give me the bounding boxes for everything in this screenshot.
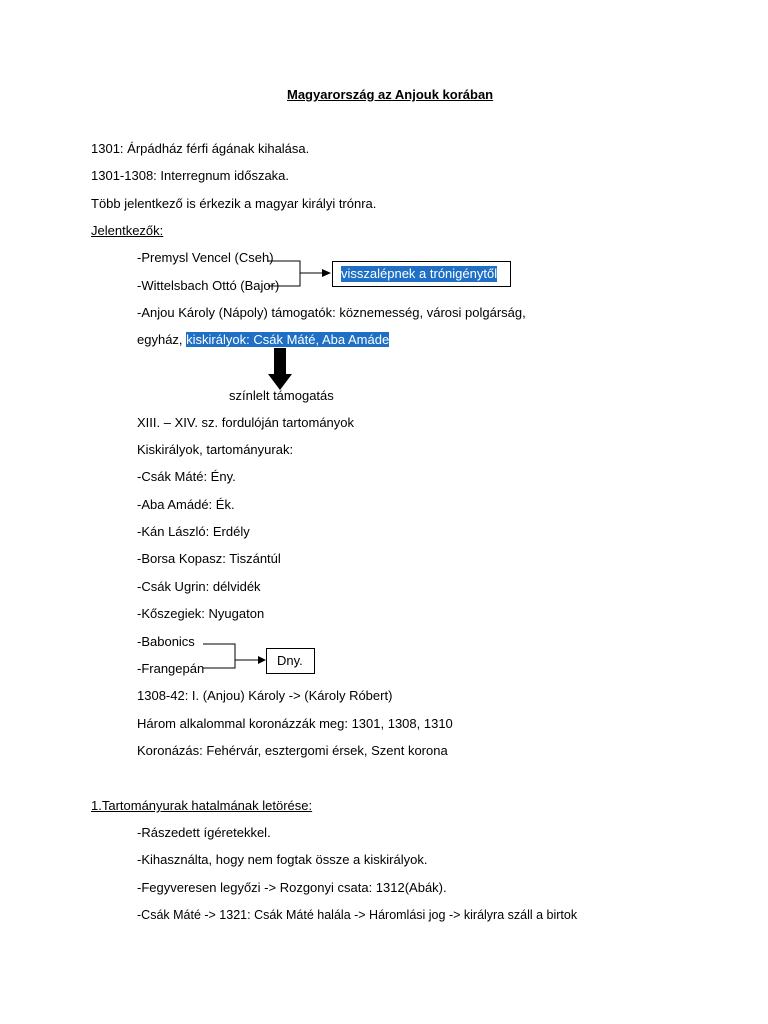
text-line: -Aba Amádé: Ék.: [137, 497, 235, 512]
section-heading: Jelentkezők:: [91, 223, 164, 238]
down-arrow-shaft: [274, 348, 286, 374]
text-line: Több jelentkező is érkezik a magyar királyi trónra.: [91, 196, 377, 211]
text-line: -Csák Ugrin: délvidék: [137, 579, 261, 594]
text-line: XIII. – XIV. sz. fordulóján tartományok: [137, 415, 355, 430]
text-line: -Premysl Vencel (Cseh): [137, 250, 274, 265]
text-line: -Rászedett ígéretekkel.: [137, 825, 271, 840]
bracket-line: [268, 261, 300, 286]
text-line: Kiskirályok, tartományurak:: [137, 442, 294, 457]
renounce-label: visszalépnek a trónigénytől: [341, 266, 498, 281]
page-title: Magyarország az Anjouk korában: [287, 87, 494, 102]
text-line: -Babonics: [137, 634, 195, 649]
text-line: -Frangepán: [137, 661, 205, 676]
text-line: -Fegyveresen legyőzi -> Rozgonyi csata: 1312(Abák).: [137, 880, 447, 895]
text-line: -Wittelsbach Ottó (Bajor): [137, 278, 280, 293]
arrowhead-icon: [258, 656, 266, 664]
dny-box: [266, 648, 315, 674]
highlighted-text: kiskirályok: Csák Máté, Aba Amáde: [186, 332, 390, 347]
text-line: -Kán László: Erdély: [137, 524, 250, 539]
text-line: -Csák Máté: Ény.: [137, 469, 236, 484]
section-heading: 1.Tartományurak hatalmának letörése:: [91, 798, 313, 813]
text-segment: egyház,: [137, 332, 187, 347]
text-line: Koronázás: Fehérvár, esztergomi érsek, Szent korona: [137, 743, 448, 758]
text-line: -Csák Máté -> 1321: Csák Máté halála -> Háromlási jog -> királyra száll a birtok: [137, 908, 578, 922]
text-line: 1301-1308: Interregnum időszaka.: [91, 168, 290, 183]
text-line: Három alkalommal koronázzák meg: 1301, 1308, 1310: [137, 716, 453, 731]
arrowhead-icon: [322, 269, 331, 277]
text-line: színlelt támogatás: [229, 388, 334, 403]
text-line: -Anjou Károly (Nápoly) támogatók: köznemesség, városi polgárság,: [137, 305, 526, 320]
text-line: -Kihasználta, hogy nem fogtak össze a kiskirályok.: [137, 852, 428, 867]
text-line: 1301: Árpádház férfi ágának kihalása.: [91, 141, 310, 156]
dny-label: Dny.: [277, 653, 303, 668]
bracket-line: [203, 644, 235, 668]
text-line: -Borsa Kopasz: Tiszántúl: [137, 551, 281, 566]
text-line: 1308-42: I. (Anjou) Károly -> (Károly Róbert): [137, 688, 393, 703]
text-line: -Kőszegiek: Nyugaton: [137, 606, 265, 621]
